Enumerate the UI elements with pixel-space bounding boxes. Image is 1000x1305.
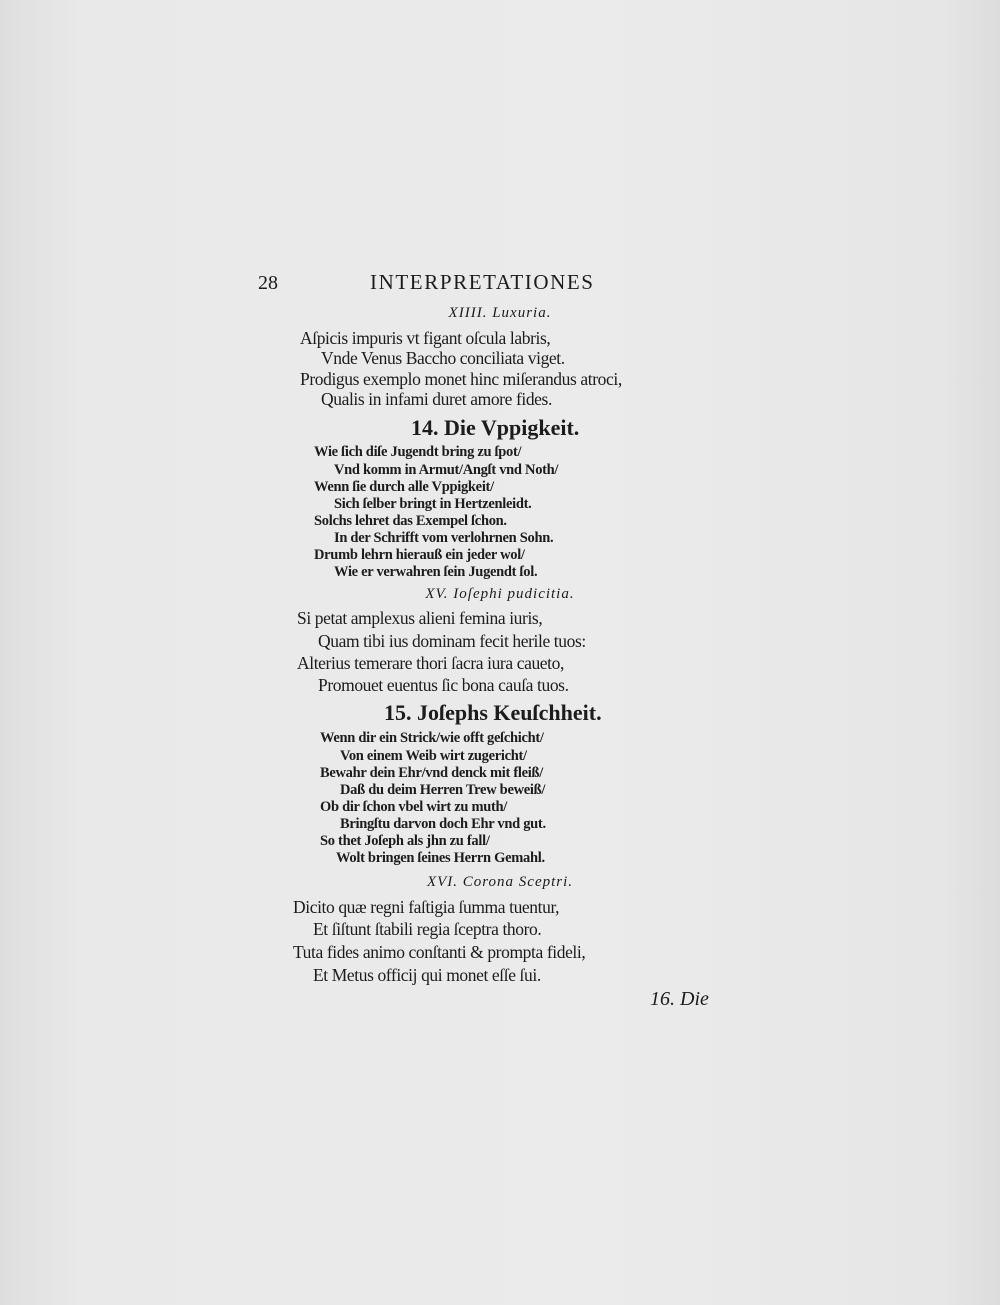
german-verse-line: So thet Joſeph als jhn zu fall/ xyxy=(320,833,490,849)
german-verse-line: Wolt bringen ſeines Herrn Gemahl. xyxy=(336,850,545,866)
latin-verse-line: Tuta fides animo conſtanti & prompta fideli, xyxy=(293,942,586,962)
latin-verse-line: Quam tibi ius dominam fecit herile tuos: xyxy=(318,631,586,651)
running-head: INTERPRETATIONES xyxy=(370,270,595,294)
latin-verse-line: Aſpicis impuris vt figant oſcula labris, xyxy=(300,328,551,348)
german-verse-line: Von einem Weib wirt zugericht/ xyxy=(340,748,527,764)
german-verse-line: Wie ſich diſe Jugendt bring zu ſpot/ xyxy=(314,444,522,460)
german-verse-line: Vnd komm in Armut/Angſt vnd Noth/ xyxy=(334,462,559,478)
german-verse-line: Drumb lehrn hierauß ein jeder wol/ xyxy=(314,547,525,563)
latin-heading-1: XIIII. Luxuria. xyxy=(448,305,552,321)
latin-verse-line: Vnde Venus Baccho conciliata viget. xyxy=(321,348,565,368)
latin-verse-line: Et ſiſtunt ſtabili regia ſceptra thoro. xyxy=(313,919,542,939)
german-verse-line: Solchs lehret das Exempel ſchon. xyxy=(314,513,507,529)
catchword: 16. Die xyxy=(650,988,709,1010)
latin-verse-line: Promouet euentus ſic bona cauſa tuos. xyxy=(318,675,569,695)
german-verse-line: Wenn ſie durch alle Vppigkeit/ xyxy=(314,479,494,495)
latin-verse-line: Dicito quæ regni faſtigia ſumma tuentur, xyxy=(293,897,560,917)
german-verse-line: Bringſtu darvon doch Ehr vnd gut. xyxy=(340,816,546,832)
latin-verse-line: Et Metus officij qui monet eſſe ſui. xyxy=(313,965,541,985)
latin-heading-3: XVI. Corona Sceptri. xyxy=(426,874,574,890)
german-heading-1: 14. Die Vppigkeit. xyxy=(411,415,580,440)
latin-verse-line: Qualis in infami duret amore fides. xyxy=(321,389,552,409)
german-verse-line: Wenn dir ein Strick/wie offt geſchicht/ xyxy=(320,730,544,746)
german-verse-line: Daß du deim Herren Trew beweiß/ xyxy=(340,782,546,798)
latin-verse-line: Prodigus exemplo monet hinc miſerandus atroci, xyxy=(300,369,622,389)
german-verse-line: Bewahr dein Ehr/vnd denck mit fleiß/ xyxy=(320,765,543,781)
page-number: 28 xyxy=(258,272,278,294)
german-verse-line: Sich ſelber bringt in Hertzenleidt. xyxy=(334,496,532,512)
german-verse-line: In der Schrifft vom verlohrnen Sohn. xyxy=(334,530,554,546)
latin-verse-line: Alterius temerare thori ſacra iura caueto, xyxy=(297,653,564,673)
latin-verse-line: Si petat amplexus alieni femina iuris, xyxy=(297,608,543,628)
german-verse-line: Ob dir ſchon vbel wirt zu muth/ xyxy=(320,799,508,815)
latin-heading-2: XV. Ioſephi pudicitia. xyxy=(425,586,575,602)
german-heading-2: 15. Joſephs Keuſchheit. xyxy=(384,700,602,725)
german-verse-line: Wie er verwahren ſein Jugendt ſol. xyxy=(334,564,538,580)
